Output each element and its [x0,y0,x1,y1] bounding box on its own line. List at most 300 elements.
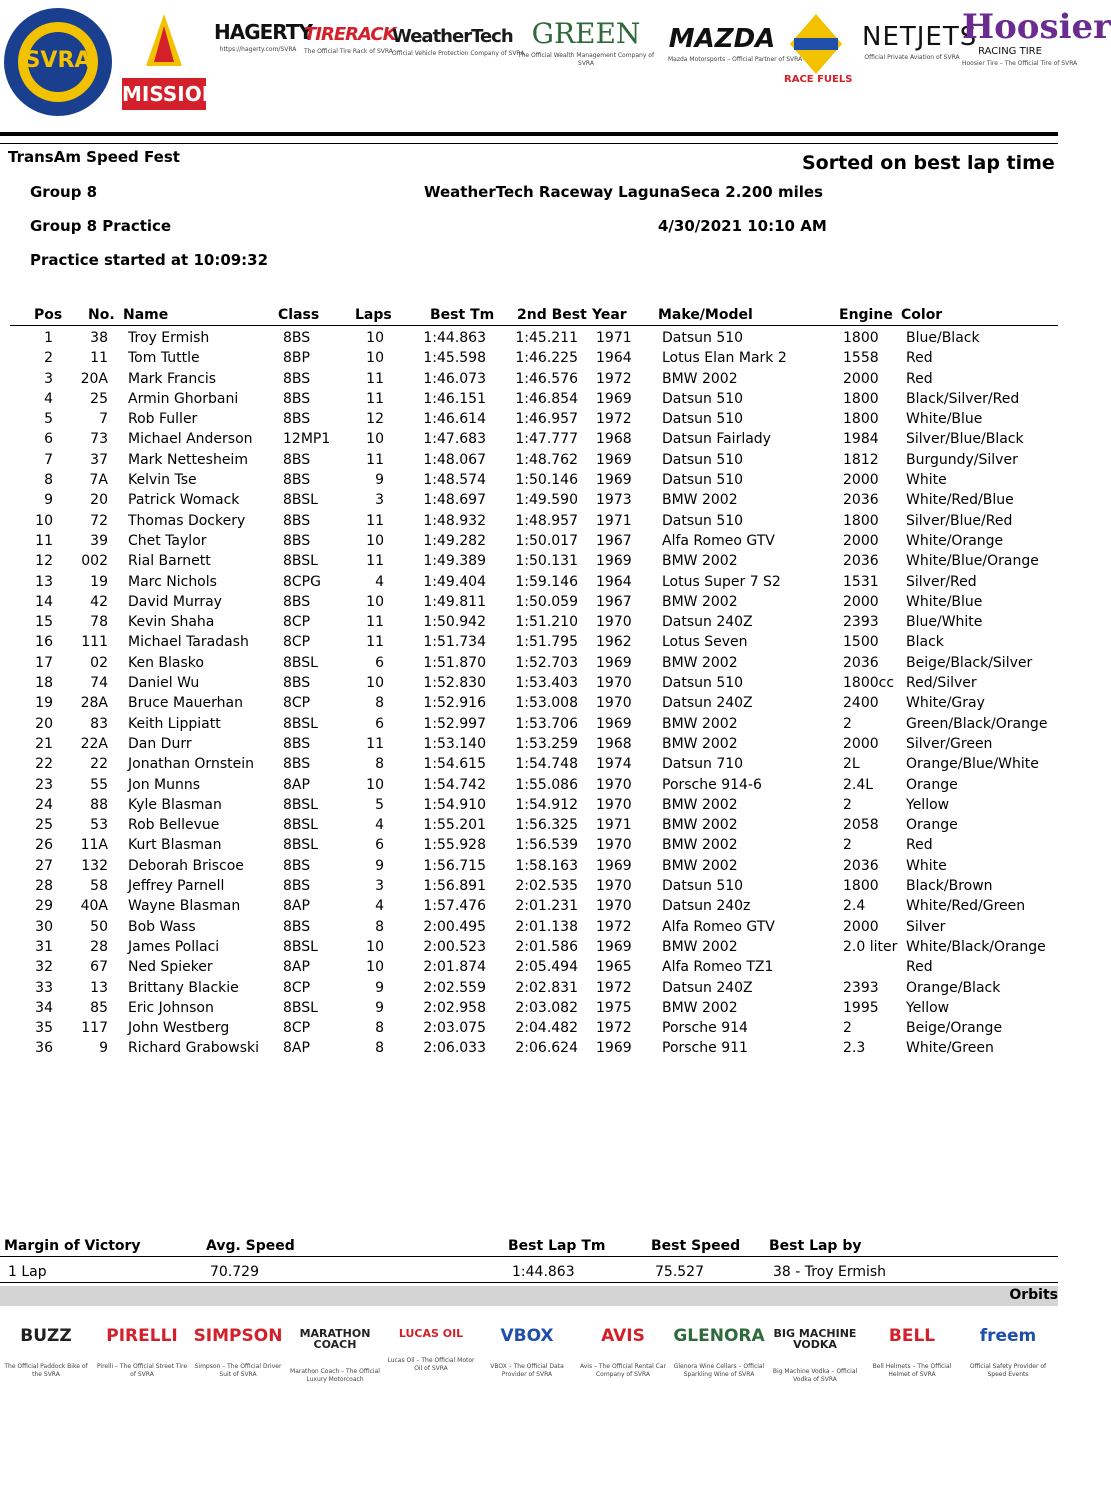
car-number-cell: 002 [81,553,108,570]
class-cell: 8BSL [283,553,318,570]
make-model-cell: Alfa Romeo TZ1 [662,959,774,976]
driver-name-cell: Eric Johnson [128,999,214,1016]
driver-name-cell: Bob Wass [128,918,196,935]
table-row [0,755,1058,775]
sponsor-logo-bottom [0,1312,92,1379]
table-row [0,796,1058,816]
table-row [0,451,1058,471]
sponsor-caption: Big Machine Vodka – Official Vodka of SVRA [772,1368,858,1383]
car-number-cell: 73 [90,431,108,448]
make-model-cell: Lotus Seven [662,634,748,651]
class-cell: 8BS [283,512,311,529]
car-number-cell: 42 [90,593,108,610]
sponsor-logo-hoosier: Hoosier RACING TIRE Hoosier Tire – The Official Tire of SVRA [962,7,1111,67]
year-cell: 1972 [596,979,632,996]
summary-best-by-label: Best Lap by [769,1238,862,1254]
pos-cell: 18 [35,675,53,692]
class-cell: 8BSL [283,938,318,955]
driver-name-cell: Brittany Blackie [128,979,239,996]
car-number-cell: 20A [80,370,108,387]
second-best-cell: 1:51.795 [515,634,578,651]
pos-cell: 34 [35,999,53,1016]
mission-bell-icon [122,10,206,74]
driver-name-cell: Tom Tuttle [128,350,200,367]
sponsor-name: LUCAS OIL [398,1327,464,1340]
class-cell: 8BP [283,350,310,367]
driver-name-cell: Kelvin Tse [128,472,197,489]
make-model-cell: Alfa Romeo GTV [662,918,775,935]
driver-name-cell: Deborah Briscoe [128,857,244,874]
color-cell: Red [906,370,933,387]
laps-cell: 8 [375,918,384,935]
year-cell: 1970 [596,675,632,692]
car-number-cell: 25 [90,390,108,407]
best-time-cell: 2:02.958 [423,999,486,1016]
make-model-cell: BMW 2002 [662,999,738,1016]
summary-margin-label: Margin of Victory [4,1238,141,1254]
results-table [0,329,1058,1060]
sponsor-logo-mission: MISSION [122,10,206,114]
driver-name-cell: Keith Lippiatt [128,715,221,732]
table-row [0,512,1058,532]
laps-cell: 12 [366,411,384,428]
summary-best-speed-value: 75.527 [655,1264,704,1280]
table-row [0,410,1058,430]
laps-cell: 4 [375,817,384,834]
class-cell: 8BS [283,532,311,549]
make-model-cell: Datsun 510 [662,411,744,428]
driver-name-cell: Wayne Blasman [128,898,241,915]
second-best-cell: 2:02.831 [515,979,578,996]
sponsor-name: SIMPSON [193,1326,283,1346]
best-time-cell: 2:01.874 [423,959,486,976]
color-cell: White/Gray [906,695,985,712]
pos-cell: 4 [44,390,53,407]
engine-cell: 1800 [843,512,879,529]
driver-name-cell: Kevin Shaha [128,614,215,631]
car-number-cell: 117 [81,1020,108,1037]
pos-cell: 35 [35,1020,53,1037]
make-model-cell: BMW 2002 [662,817,738,834]
pos-cell: 27 [35,857,53,874]
engine-cell: 1531 [843,573,879,590]
pos-cell: 36 [35,1040,53,1057]
car-number-cell: 13 [90,979,108,996]
make-model-cell: Datsun Fairlady [662,431,771,448]
class-cell: 8CP [283,1020,311,1037]
car-number-cell: 28 [90,938,108,955]
col-second-best: 2nd Best [517,307,587,323]
class-cell: 8BS [283,390,311,407]
year-cell: 1974 [596,756,632,773]
engine-cell: 2393 [843,614,879,631]
year-cell: 1972 [596,370,632,387]
color-cell: White/Red/Blue [906,492,1014,509]
second-best-cell: 1:56.539 [515,837,578,854]
color-cell: Silver/Green [906,735,993,752]
car-number-cell: 132 [81,857,108,874]
second-best-cell: 2:01.586 [515,938,578,955]
sponsor-logo-bottom [385,1312,477,1373]
year-cell: 1972 [596,411,632,428]
car-number-cell: 38 [90,330,108,346]
table-row [0,349,1058,369]
year-cell: 1969 [596,553,632,570]
color-cell: White/Orange [906,532,1004,549]
second-best-cell: 1:45.211 [515,330,578,346]
year-cell: 1969 [596,715,632,732]
driver-name-cell: John Westberg [128,1020,230,1037]
sponsor-caption: Bell Helmets – The Official Helmet of SVRA [872,1363,952,1378]
best-time-cell: 1:56.715 [423,857,486,874]
engine-cell: 2 [843,796,852,813]
engine-cell: 2036 [843,857,879,874]
table-row [0,836,1058,856]
engine-cell: 1800 [843,390,879,407]
results-header-rule [10,325,1058,326]
car-number-cell: 74 [90,675,108,692]
summary-best-speed-label: Best Speed [651,1238,741,1254]
table-row [0,471,1058,491]
engine-cell: 2.3 [843,1040,866,1057]
class-cell: 8BS [283,735,311,752]
table-row [0,370,1058,390]
table-row [0,654,1058,674]
laps-cell: 10 [366,431,384,448]
summary-margin-value: 1 Lap [8,1264,47,1280]
engine-cell: 2.4L [843,776,874,793]
class-cell: 8BSL [283,837,318,854]
best-time-cell: 1:44.863 [423,330,486,346]
pos-cell: 16 [35,634,53,651]
make-model-cell: BMW 2002 [662,735,738,752]
best-time-cell: 2:02.559 [423,979,486,996]
year-cell: 1964 [596,350,632,367]
make-model-cell: Datsun 240Z [662,695,753,712]
car-number-cell: 39 [90,532,108,549]
sponsor-caption: VBOX – The Official Data Provider of SVRA [490,1363,564,1378]
table-row [0,857,1058,877]
color-cell: Black/Silver/Red [906,390,1020,407]
second-best-cell: 2:04.482 [515,1020,578,1037]
car-number-cell: 111 [81,634,108,651]
make-model-cell: Datsun 510 [662,390,744,407]
pos-cell: 22 [35,756,53,773]
table-row [0,877,1058,897]
second-best-cell: 1:59.146 [515,573,578,590]
make-model-cell: Porsche 911 [662,1040,748,1057]
color-cell: White/Red/Green [906,898,1026,915]
table-row [0,633,1058,653]
table-row [0,532,1058,552]
class-cell: 8BS [283,370,311,387]
pos-cell: 19 [35,695,53,712]
pos-cell: 28 [35,878,53,895]
laps-cell: 10 [366,330,384,346]
laps-cell: 11 [366,634,384,651]
make-model-cell: Alfa Romeo GTV [662,532,775,549]
engine-cell: 2393 [843,979,879,996]
engine-cell: 1500 [843,634,879,651]
orbits-label: Orbits [1009,1287,1058,1303]
summary-best-by-value: 38 - Troy Ermish [773,1264,887,1280]
laps-cell: 11 [366,451,384,468]
best-time-cell: 1:57.476 [423,898,486,915]
make-model-cell: Datsun 240Z [662,614,753,631]
laps-cell: 9 [375,979,384,996]
driver-name-cell: Jonathan Ornstein [128,756,254,773]
make-model-cell: BMW 2002 [662,654,738,671]
color-cell: Yellow [906,796,950,813]
pos-cell: 24 [35,796,53,813]
car-number-cell: 40A [80,898,108,915]
class-cell: 8BS [283,918,311,935]
pos-cell: 2 [44,350,53,367]
sponsor-name: BELL [888,1326,936,1346]
color-cell: Silver/Blue/Red [906,512,1013,529]
year-cell: 1972 [596,1020,632,1037]
year-cell: 1970 [596,796,632,813]
pos-cell: 23 [35,776,53,793]
year-cell: 1972 [596,918,632,935]
car-number-cell: 22 [90,756,108,773]
sponsor-name: PIRELLI [106,1326,178,1346]
make-model-cell: BMW 2002 [662,492,738,509]
year-cell: 1970 [596,695,632,712]
col-engine: Engine [839,307,893,323]
driver-name-cell: Kyle Blasman [128,796,222,813]
car-number-cell: 9 [99,1040,108,1057]
pos-cell: 3 [44,370,53,387]
pos-cell: 13 [35,573,53,590]
engine-cell: 1558 [843,350,879,367]
color-cell: Yellow [906,999,950,1016]
best-time-cell: 2:00.523 [423,938,486,955]
color-cell: Blue/Black [906,330,980,346]
second-best-cell: 1:54.748 [515,756,578,773]
laps-cell: 3 [375,878,384,895]
color-cell: White/Blue/Orange [906,553,1039,570]
laps-cell: 11 [366,390,384,407]
table-row [0,918,1058,938]
driver-name-cell: Mark Nettesheim [128,451,248,468]
best-time-cell: 1:49.404 [423,573,486,590]
make-model-cell: Datsun 240Z [662,979,753,996]
driver-name-cell: Marc Nichols [128,573,217,590]
summary-best-lap-label: Best Lap Tm [508,1238,606,1254]
sponsor-caption: The Official Paddock Bike of the SVRA [4,1363,88,1378]
make-model-cell: BMW 2002 [662,938,738,955]
pos-cell: 21 [35,735,53,752]
header-rule-thick [0,132,1058,136]
driver-name-cell: Ken Blasko [128,654,204,671]
make-model-cell: Datsun 710 [662,756,744,773]
class-cell: 8CP [283,614,311,631]
laps-cell: 3 [375,492,384,509]
year-cell: 1971 [596,512,632,529]
summary-avg-speed-label: Avg. Speed [206,1238,295,1254]
class-cell: 8BSL [283,796,318,813]
col-make-model: Make/Model [658,307,753,323]
pos-cell: 14 [35,593,53,610]
summary-rule-top [0,1256,1058,1257]
engine-cell: 2L [843,756,860,773]
engine-cell: 2.4 [843,898,866,915]
driver-name-cell: Jeffrey Parnell [128,878,225,895]
color-cell: White/Blue [906,593,983,610]
pos-cell: 5 [44,411,53,428]
laps-cell: 8 [375,695,384,712]
sponsor-logo-bottom [866,1312,958,1379]
car-number-cell: 22A [80,735,108,752]
color-cell: Red [906,959,933,976]
color-cell: Red/Silver [906,675,977,692]
laps-cell: 10 [366,593,384,610]
sponsor-caption: Lucas Oil – The Official Motor Oil of SVRA [387,1357,475,1372]
car-number-cell: 02 [90,654,108,671]
class-cell: 8BS [283,411,311,428]
class-cell: 8BS [283,451,311,468]
sponsor-logo-bottom [962,1312,1054,1379]
engine-cell: 2036 [843,492,879,509]
engine-cell: 2000 [843,735,879,752]
class-cell: 8BS [283,472,311,489]
laps-cell: 6 [375,654,384,671]
driver-name-cell: Bruce Mauerhan [128,695,243,712]
car-number-cell: 85 [90,999,108,1016]
engine-cell: 1800 [843,411,879,428]
pos-cell: 32 [35,959,53,976]
sponsor-logo-sunoco: SUNOCO RACE FUELS [784,12,848,112]
session-start-time: Practice started at 10:09:32 [30,251,269,269]
sponsor-name: freem [979,1326,1037,1346]
sponsor-logo-tirerack: TIRERACK The Official Tire Rack of SVRA [304,24,396,55]
second-best-cell: 1:46.225 [515,350,578,367]
sponsor-logo-bottom [481,1312,573,1379]
car-number-cell: 7 [99,411,108,428]
sponsor-logo-hagerty: HAGERTY https://hagerty.com/SVRA [214,20,312,53]
color-cell: Red [906,350,933,367]
year-cell: 1970 [596,837,632,854]
best-time-cell: 1:51.734 [423,634,486,651]
best-time-cell: 1:50.942 [423,614,486,631]
make-model-cell: Datsun 510 [662,878,744,895]
sponsor-caption: Glenora Wine Cellars – Official Sparkling Wine of SVRA [673,1363,765,1378]
table-row [0,715,1058,735]
engine-cell: 2000 [843,370,879,387]
class-cell: 8CP [283,695,311,712]
laps-cell: 11 [366,512,384,529]
pos-cell: 12 [35,553,53,570]
engine-cell: 1800 [843,878,879,895]
table-row [0,329,1058,349]
laps-cell: 10 [366,776,384,793]
second-best-cell: 1:46.576 [515,370,578,387]
color-cell: White/Black/Orange [906,938,1046,955]
sponsor-logo-netjets: NETJETS Official Private Aviation of SVRA [862,22,978,61]
year-cell: 1967 [596,532,632,549]
best-time-cell: 1:48.067 [423,451,486,468]
class-cell: 8BS [283,330,311,346]
best-time-cell: 1:51.870 [423,654,486,671]
make-model-cell: BMW 2002 [662,553,738,570]
year-cell: 1965 [596,959,632,976]
pos-cell: 6 [44,431,53,448]
make-model-cell: BMW 2002 [662,593,738,610]
pos-cell: 8 [44,472,53,489]
year-cell: 1962 [596,634,632,651]
pos-cell: 1 [44,330,53,346]
second-best-cell: 1:56.325 [515,817,578,834]
best-time-cell: 1:52.830 [423,675,486,692]
engine-cell: 2058 [843,817,879,834]
second-best-cell: 1:48.762 [515,451,578,468]
pos-cell: 20 [35,715,53,732]
pos-cell: 26 [35,837,53,854]
col-name: Name [123,307,169,323]
sponsor-name: BUZZ [20,1326,72,1346]
sponsor-caption: Official Safety Provider of Speed Events [969,1363,1047,1378]
summary-best-lap-value: 1:44.863 [512,1264,575,1280]
color-cell: Beige/Orange [906,1020,1003,1037]
make-model-cell: Datsun 510 [662,512,744,529]
best-time-cell: 2:06.033 [423,1040,486,1057]
class-cell: 8BS [283,878,311,895]
table-row [0,999,1058,1019]
driver-name-cell: Jon Munns [128,776,201,793]
best-time-cell: 1:55.201 [423,817,486,834]
second-best-cell: 1:52.703 [515,654,578,671]
year-cell: 1969 [596,857,632,874]
make-model-cell: BMW 2002 [662,796,738,813]
table-row [0,938,1058,958]
engine-cell: 2400 [843,695,879,712]
car-number-cell: 37 [90,451,108,468]
year-cell: 1969 [596,938,632,955]
make-model-cell: BMW 2002 [662,715,738,732]
table-row [0,1039,1058,1059]
second-best-cell: 1:50.146 [515,472,578,489]
col-no: No. [88,307,115,323]
second-best-cell: 1:53.706 [515,715,578,732]
year-cell: 1964 [596,573,632,590]
make-model-cell: Datsun 240z [662,898,751,915]
laps-cell: 10 [366,938,384,955]
second-best-cell: 1:51.210 [515,614,578,631]
color-cell: Silver/Blue/Black [906,431,1024,448]
driver-name-cell: James Pollaci [128,938,220,955]
laps-cell: 5 [375,796,384,813]
laps-cell: 9 [375,857,384,874]
best-time-cell: 2:00.495 [423,918,486,935]
best-time-cell: 1:46.614 [423,411,486,428]
table-row [0,816,1058,836]
best-time-cell: 1:54.742 [423,776,486,793]
engine-cell: 2036 [843,654,879,671]
table-row [0,979,1058,999]
year-cell: 1975 [596,999,632,1016]
session-label: Group 8 Practice [30,217,172,235]
sponsor-banner-bottom [0,1308,1058,1403]
sponsor-logo-bottom [96,1312,188,1379]
color-cell: Green/Black/Orange [906,715,1048,732]
sponsor-logo-bottom [769,1312,861,1384]
second-best-cell: 1:49.590 [515,492,578,509]
color-cell: Orange/Black [906,979,1001,996]
sponsor-logo-svra: SVRA [2,6,114,118]
sponsor-logo-bottom [577,1312,669,1379]
table-row [0,674,1058,694]
